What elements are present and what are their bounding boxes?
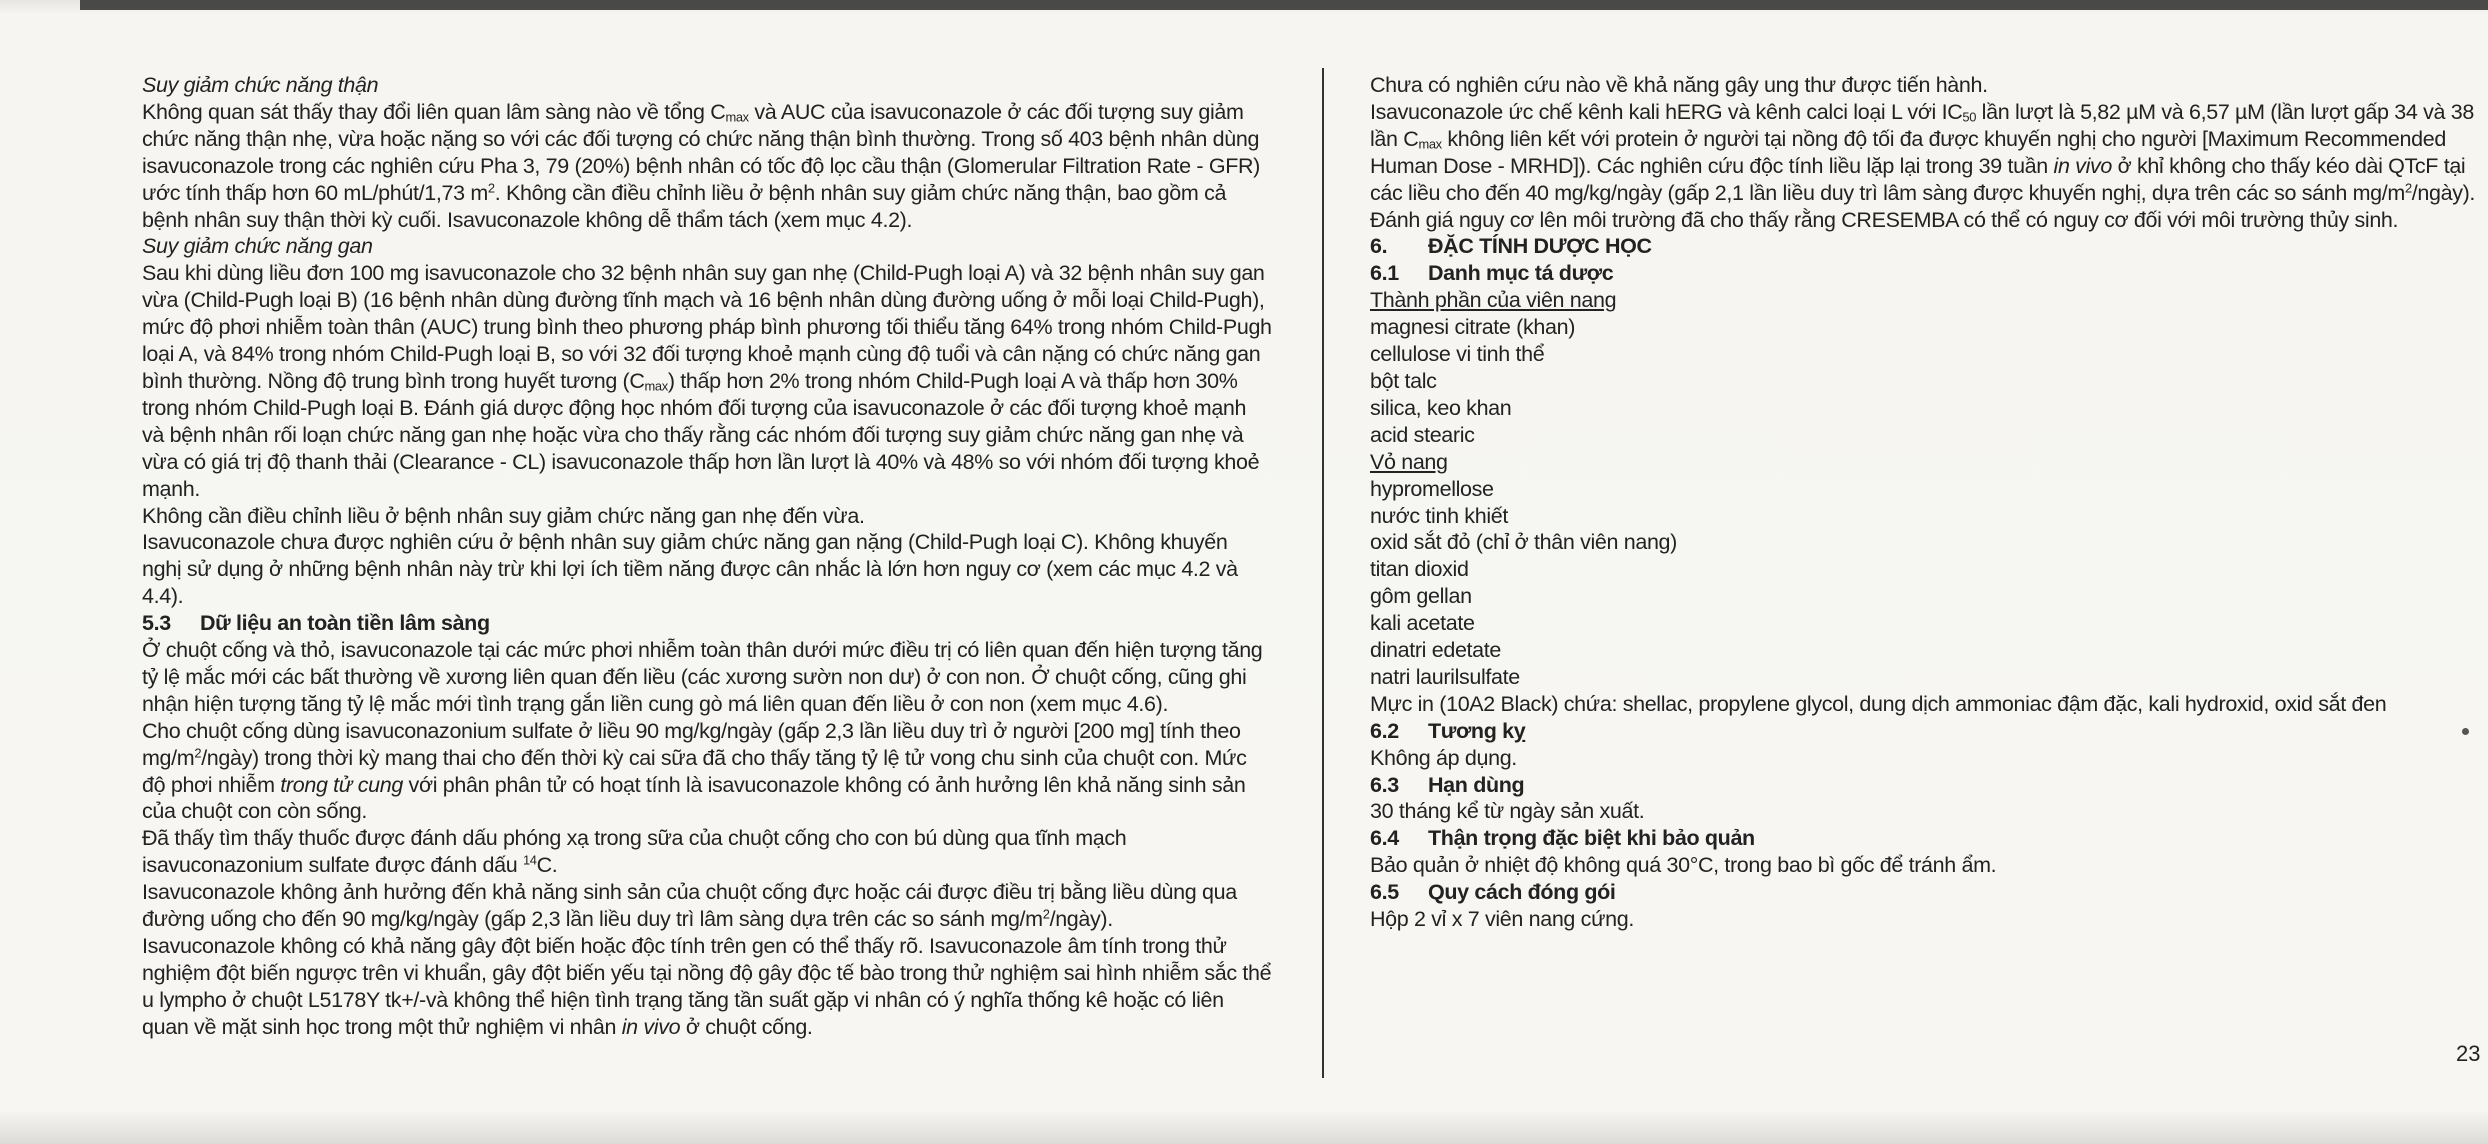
shell-item: kali acetate: [1370, 611, 1475, 636]
section-5-3-heading: 5.3 Dữ liệu an toàn tiền lâm sàng: [142, 611, 490, 636]
section-6-4-heading: 6.4 Thận trọng đặc biệt khi bảo quản: [1370, 826, 1755, 851]
shell-item: titan dioxid: [1370, 557, 1469, 582]
capsule-shell-label: Vỏ nang: [1370, 449, 1448, 474]
ink-speck: [2462, 728, 2469, 735]
renal-paragraph: Không quan sát thấy thay đổi liên quan lâm sàng nào về tổng $C_{max}$ và AUC của isavuconazole ở các đối tượng suy giảm chức năng thận nhẹ, vừa hoặc nặng so với các đối tượng có chức năng thận bình thường. Trong số 403 bệnh nhân dùng isavuconazole trong các nghiên cứu Pha 3, 79 (20%) bệnh nhân có tốc độ lọc cầu thận (Glomerular Filtration Rate - GFR) ước tính thấp hơn 60 mL/phút/1,73 $m^2$. Không cần điều chỉnh liều ở bệnh nhân suy giảm chức năng thận, bao gồm cả bệnh nhân suy thận thời kỳ cuối. Isavuconazole không dễ thẩm tách (xem mục 4.2).: [142, 99, 1260, 232]
renal-heading: Suy giảm chức năng thận: [142, 73, 379, 97]
shell-item: nước tinh khiết: [1370, 503, 1508, 528]
right-column: [1370, 72, 2485, 933]
shell-item: oxid sắt đỏ (chỉ ở thân viên nang): [1370, 530, 1677, 555]
incompatibilities-text: Không áp dụng.: [1370, 745, 1517, 770]
capsule-content-label: Thành phần của viên nang: [1370, 288, 1617, 313]
pack-size-text: Hộp 2 vỉ x 7 viên nang cứng.: [1370, 907, 1634, 932]
shell-item: dinatri edetate: [1370, 638, 1502, 663]
excipient-item: cellulose vi tinh thể: [1370, 342, 1545, 367]
excipient-item: silica, keo khan: [1370, 395, 1512, 420]
excipient-item: acid stearic: [1370, 422, 1475, 447]
preclinical-paragraph-2: Cho chuột cống dùng isavuconazonium sulfate ở liều 90 mg/kg/ngày (gấp 2,3 lần liều duy trì ở người [200 mg] tính theo $mg/m^2/ngày$) trong thời kỳ mang thai cho đến thời kỳ cai sữa đã cho thấy tăng tỷ lệ tử vong chu sinh của chuột con. Mức độ phơi nhiễm trong tử cung với phân phân tử có hoạt tính là isavuconazole không có ảnh hưởng lên khả năng sinh sản của chuột con còn sống.: [142, 718, 1247, 824]
section-6-heading: 6. ĐẶC TÍNH DƯỢC HỌC: [1370, 234, 1652, 259]
preclinical-paragraph-1: Ở chuột cống và thỏ, isavuconazole tại các mức phơi nhiễm toàn thân dưới mức điều trị có liên quan đến hiện tượng tăng tỷ lệ mắc mới các bất thường về xương liên quan đến liều (các xương sườn non dư) ở con non. Ở chuột cống, cũng ghi nhận hiện tượng tăng tỷ lệ mắc mới tình trạng gắn liền cung gò má liên quan đến liều ở con non (xem mục 4.6).: [142, 638, 1263, 716]
excipient-item: bột talc: [1370, 368, 1437, 393]
carcinogenicity-paragraph: Chưa có nghiên cứu nào về khả năng gây ung thư được tiến hành.: [1370, 73, 1988, 97]
preclinical-paragraph-5: Isavuconazole không có khả năng gây đột biến hoặc độc tính trên gen có thể thấy rõ. Isavuconazole âm tính trong thử nghiệm đột biến ngược trên vi khuẩn, gây đột biến yếu tại nồng độ gây độc tế bào trong thử nghiệm sai hình nhiễm sắc thể u lympho ở chuột L5178Y tk+/-và không thể hiện tình trạng tăng tần suất gặp vi nhân có ý nghĩa thống kê hoặc có liên quan về mặt sinh học trong một thử nghiệm vi nhân in vivo ở chuột cống.: [142, 934, 1272, 1039]
hepatic-paragraph-2: Không cần điều chỉnh liều ở bệnh nhân suy giảm chức năng gan nhẹ đến vừa.: [142, 503, 865, 528]
storage-text: Bảo quản ở nhiệt độ không quá 30°C, trong bao bì gốc để tránh ẩm.: [1370, 853, 1997, 878]
environment-paragraph: Đánh giá nguy cơ lên môi trường đã cho thấy rằng CRESEMBA có thể có nguy cơ đối với môi trường thủy sinh.: [1370, 207, 2399, 232]
preclinical-paragraph-3: Đã thấy tìm thấy thuốc được đánh dấu phóng xạ trong sữa của chuột cống cho con bú dùng qua tĩnh mạch isavuconazonium sulfate được đánh dấu $^{14}$C.: [142, 826, 1127, 878]
preclinical-paragraph-4: Isavuconazole không ảnh hưởng đến khả năng sinh sản của chuột cống đực hoặc cái được điều trị bằng liều dùng qua đường uống cho đến 90 mg/kg/ngày (gấp 2,3 lần liều duy trì lâm sàng dựa trên các so sánh $mg/m^2/ngày$).: [142, 880, 1237, 932]
hepatic-heading: Suy giảm chức năng gan: [142, 234, 373, 259]
shell-item: hypromellose: [1370, 476, 1494, 501]
excipient-item: magnesi citrate (khan): [1370, 315, 1576, 340]
section-6-5-heading: 6.5 Quy cách đóng gói: [1370, 880, 1616, 905]
left-column: [142, 72, 1272, 1041]
herg-paragraph: Isavuconazole ức chế kênh kali hERG và kênh calci loại L với $IC_{50}$ lần lượt là 5,82 µM và 6,57 µM (lần lượt gấp 34 và 38 lần $C_{max}$ không liên kết với protein ở người tại nồng độ tối đa được khuyến nghị cho người [Maximum Recommended Human Dose - MRHD]). Các nghiên cứu độc tính liều lặp lại trong 39 tuần in vivo ở khỉ không cho thấy kéo dài QTcF tại các liều cho đến 40 mg/kg/ngày (gấp 2,1 lần liều duy trì lâm sàng được khuyến nghị, dựa trên các so sánh $mg/m^2/ngày$).: [1370, 99, 2476, 205]
column-divider: [1322, 68, 1324, 1078]
section-6-2-heading: 6.2 Tương kỵ: [1370, 718, 1526, 743]
top-edge-shadow: [80, 0, 2488, 10]
page-number: 23: [2456, 1041, 2481, 1066]
shell-item: gôm gellan: [1370, 584, 1472, 609]
hepatic-paragraph-3: Isavuconazole chưa được nghiên cứu ở bệnh nhân suy giảm chức năng gan nặng (Child-Pugh loại C). Không khuyến nghị sử dụng ở những bệnh nhân này trừ khi lợi ích tiềm năng được cân nhắc là lớn hơn nguy cơ (xem các mục 4.2 và 4.4).: [142, 530, 1238, 609]
shelf-life-text: 30 tháng kể từ ngày sản xuất.: [1370, 799, 1645, 824]
printing-ink-line: Mực in (10A2 Black) chứa: shellac, propylene glycol, dung dịch ammoniac đậm đặc, kali hydroxid, oxid sắt đen: [1370, 691, 2387, 716]
hepatic-paragraph-1: Sau khi dùng liều đơn 100 mg isavuconazole cho 32 bệnh nhân suy gan nhẹ (Child-Pugh loại A) và 32 bệnh nhân suy gan vừa (Child-Pugh loại B) (16 bệnh nhân dùng đường tĩnh mạch và 16 bệnh nhân dùng đường uống ở mỗi loại Child-Pugh), mức độ phơi nhiễm toàn thân (AUC) trung bình theo phương pháp bình phương tối thiểu tăng 64% trong nhóm Child-Pugh loại A, và 84% trong nhóm Child-Pugh loại B, so với 32 đối tượng khoẻ mạnh cùng độ tuổi và cân nặng có chức năng gan bình thường. Nồng độ trung bình trong huyết tương $(C_{max})$ thấp hơn 2% trong nhóm Child-Pugh loại A và thấp hơn 30% trong nhóm Child-Pugh loại B. Đánh giá dược động học nhóm đối tượng của isavuconazole ở các đối tượng khoẻ mạnh và bệnh nhân rối loạn chức năng gan nhẹ hoặc vừa cho thấy rằng các nhóm đối tượng suy giảm chức năng gan nhẹ và vừa có giá trị độ thanh thải (Clearance - CL) isavuconazole thấp hơn lần lượt là 40% và 48% so với nhóm đối tượng khoẻ mạnh.: [142, 261, 1272, 501]
section-6-1-heading: 6.1 Danh mục tá dược: [1370, 261, 1614, 286]
section-6-3-heading: 6.3 Hạn dùng: [1370, 772, 1525, 797]
shell-item: natri laurilsulfate: [1370, 664, 1520, 689]
